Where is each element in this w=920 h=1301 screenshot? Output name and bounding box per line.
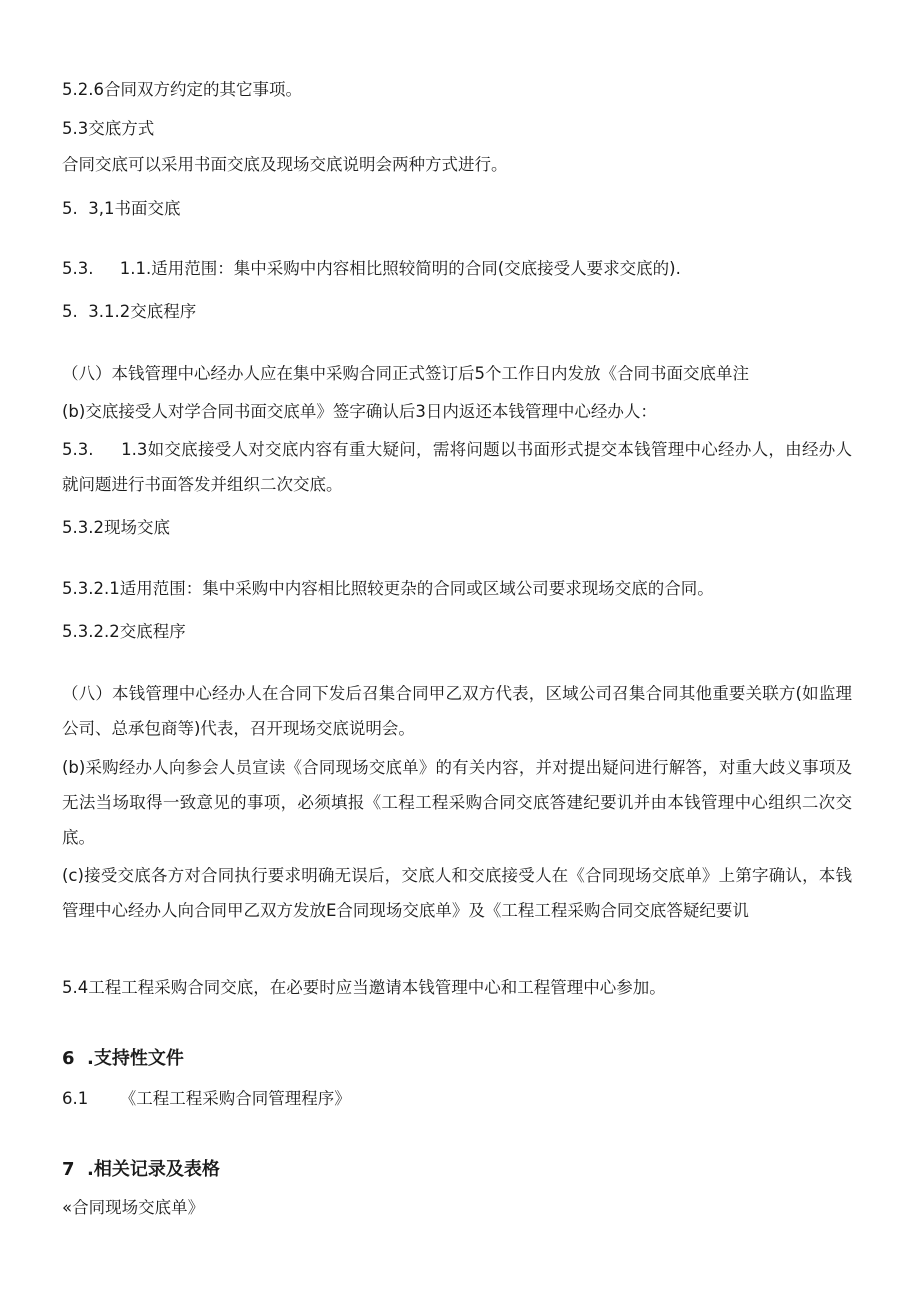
item-b-onsite: (b)采购经办人向参会人员宣读《合同现场交底单》的有关内容，并对提出疑问进行解答，对重大歧义事项及无法当场取得一致意见的事项，必须填报《工程工程采购合同交底答建纪要讥并由本钱管理中心组织二次交底。 xyxy=(62,758,852,847)
item-c-onsite: (c)接受交底各方对合同执行要求明确无误后，交底人和交底接受人在《合同现场交底单》上第字确认，本钱管理中心经办人向合同甲乙双方发放E合同现场交底单》及《工程工程采购合同交底答疑纪要讥 xyxy=(62,866,852,920)
heading-5-3-2: 5.3.2现场交底 xyxy=(62,518,170,537)
clause-5-3-1-1: 5.3. 1.1.适用范围：集中采购中内容相比照较简明的合同(交底接受人要求交底的). xyxy=(62,259,681,278)
clause-5-2-6: 5.2.6合同双方约定的其它事项。 xyxy=(62,80,302,99)
clause-5-4: 5.4工程工程采购合同交底，在必要时应当邀请本钱管理中心和工程管理中心参加。 xyxy=(62,978,666,997)
heading-5-3: 5.3交底方式 xyxy=(62,119,155,138)
clause-5-3-1-3: 5.3. 1.3如交底接受人对交底内容有重大疑问，需将问题以书面形式提交本钱管理中心经办人，由经办人就问题进行书面答发并组织二次交底。 xyxy=(62,440,852,494)
clause-5-3-2-1: 5.3.2.1适用范围：集中采购中内容相比照较更杂的合同或区域公司要求现场交底的合同。 xyxy=(62,579,714,598)
item-6-1: 6.1 《工程工程采购合同管理程序》 xyxy=(62,1089,351,1108)
record-form-item: «合同现场交底单》 xyxy=(62,1198,205,1217)
heading-5-3-2-2: 5.3.2.2交底程序 xyxy=(62,622,186,641)
heading-5-3-1: 5. 3,1书面交底 xyxy=(62,199,181,218)
item-a-written: （八）本钱管理中心经办人应在集中采购合同正式签订后5个工作日内发放《合同书面交底单注 xyxy=(62,364,749,383)
heading-5-3-1-2: 5. 3.1.2交底程序 xyxy=(62,302,197,321)
paragraph-5-3-desc: 合同交底可以采用书面交底及现场交底说明会两种方式进行。 xyxy=(62,155,508,174)
item-b-written: (b)交底接受人对学合同书面交底单》签字确认后3日内返还本钱管理中心经办人： xyxy=(62,402,657,421)
item-a-onsite: （八）本钱管理中心经办人在合同下发后召集合同甲乙双方代表，区域公司召集合同其他重要关联方(如监理公司、总承包商等)代表，召开现场交底说明会。 xyxy=(62,684,852,738)
section-6-title: 6 .支持性文件 xyxy=(62,1048,184,1069)
section-7-title: 7 .相关记录及表格 xyxy=(62,1159,220,1180)
